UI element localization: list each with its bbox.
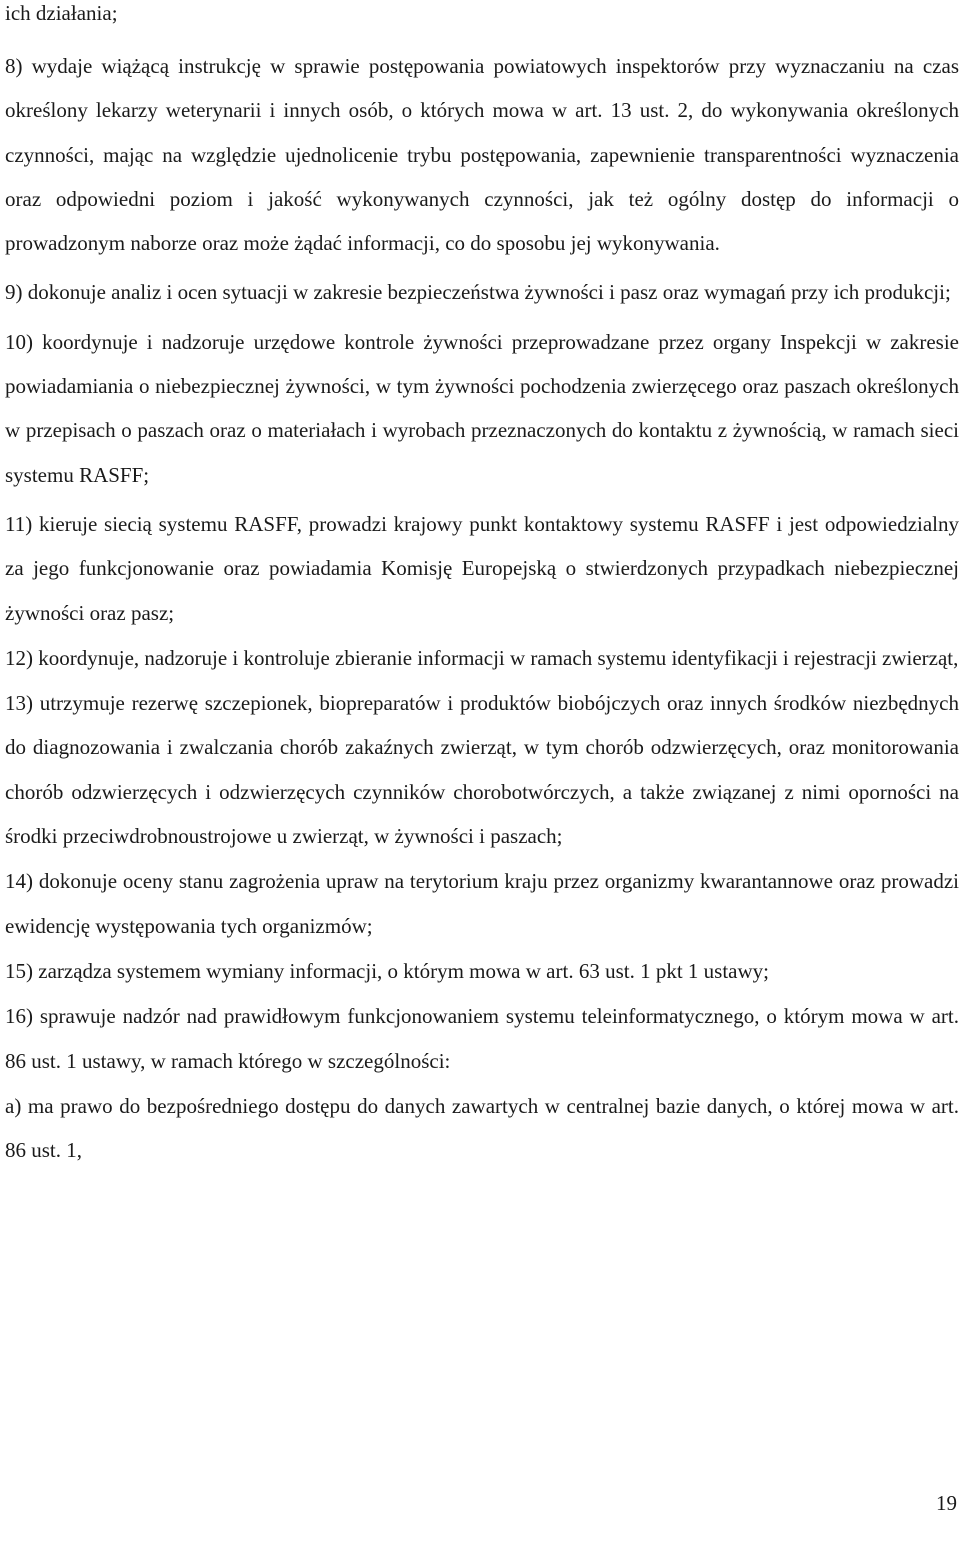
paragraph-continuation: ich działania; bbox=[5, 1, 118, 25]
page-number: 19 bbox=[936, 1491, 957, 1515]
paragraph-item-12: 12) koordynuje, nadzoruje i kontroluje zbieranie informacji w ramach systemu identyfikacji i rejestracji zwierząt, bbox=[5, 645, 959, 670]
paragraph-item-11: 11) kieruje siecią systemu RASFF, prowadzi krajowy punkt kontaktowy systemu RASFF i jest odpowiedzialny za jego funkcjonowanie oraz powiadamia Komisję Europejską o stwierdzonych przypadkach niebezpiecznej żywności oraz pasz; bbox=[5, 511, 959, 625]
paragraph-item-15: 15) zarządza systemem wymiany informacji, o którym mowa w art. 63 ust. 1 pkt 1 ustawy; bbox=[5, 958, 769, 983]
paragraph-item-10: 10) koordynuje i nadzoruje urzędowe kontrole żywności przeprowadzane przez organy Inspekcji w zakresie powiadamiania o niebezpiecznej żywności, w tym żywności pochodzenia zwierzęcego oraz paszach określonych w przepisach o paszach oraz o materiałach i wyrobach przeznaczonych do kontaktu z żywnością, w ramach sieci systemu RASFF; bbox=[5, 329, 959, 487]
paragraph-item-9: 9) dokonuje analiz i ocen sytuacji w zakresie bezpieczeństwa żywności i pasz oraz wymagań przy ich produkcji; bbox=[5, 280, 951, 305]
paragraph-item-16: 16) sprawuje nadzór nad prawidłowym funkcjonowaniem systemu teleinformatycznego, o którym mowa w art. 86 ust. 1 ustawy, w ramach którego w szczególności: bbox=[5, 1004, 959, 1073]
paragraph-item-13: 13) utrzymuje rezerwę szczepionek, biopreparatów i produktów biobójczych oraz innych środków niezbędnych do diagnozowania i zwalczania chorób zakaźnych zwierząt, w tym chorób odzwierzęcych, oraz monitorowania chorób odzwierzęcych i odzwierzęcych czynników chorobotwórczych, a także związanej z nimi oporności na środki przeciwdrobnoustrojowe u zwierząt, w żywności i paszach; bbox=[5, 691, 959, 849]
paragraph-item-14: 14) dokonuje oceny stanu zagrożenia upraw na terytorium kraju przez organizmy kwarantannowe oraz prowadzi ewidencję występowania tych organizmów; bbox=[5, 869, 959, 938]
paragraph-item-a: a) ma prawo do bezpośredniego dostępu do danych zawartych w centralnej bazie danych, o której mowa w art. 86 ust. 1, bbox=[5, 1093, 959, 1163]
document-body bbox=[5, 0, 959, 1172]
paragraph-item-8: 8) wydaje wiążącą instrukcję w sprawie postępowania powiatowych inspektorów przy wyznaczaniu na czas określony lekarzy weterynarii i innych osób, o których mowa w art. 13 ust. 2, do wykonywania określonych czynności, mając na względzie ujednolicenie trybu postępowania, zapewnienie transparentności wyznaczenia oraz odpowiedni poziom i jakość wykonywanych czynności, jak też ogólny dostęp do informacji o prowadzonym naborze oraz może żądać informacji, co do sposobu jej wykonywania. bbox=[5, 54, 959, 256]
